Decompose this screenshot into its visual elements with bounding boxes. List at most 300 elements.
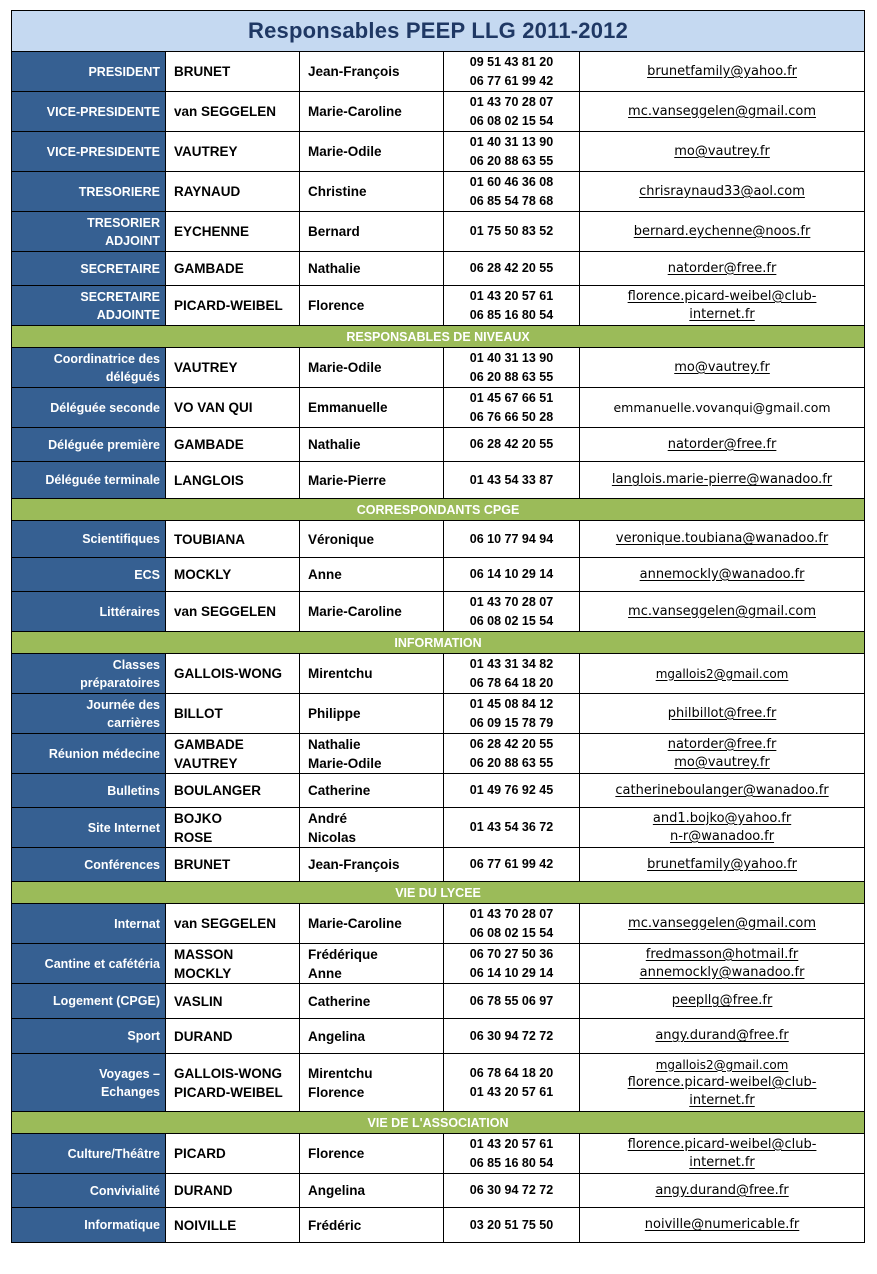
table-row [12, 1019, 865, 1054]
phone-number: 06 30 94 72 72 [469, 1183, 554, 1197]
last-name: GAMBADE [174, 736, 244, 752]
last-name: ROSE [174, 829, 213, 845]
table-row [12, 1208, 865, 1243]
first-name: Anne [308, 567, 342, 582]
phone-number: 06 30 94 72 72 [469, 1028, 554, 1043]
role-cell [12, 1134, 166, 1174]
role-label: Site Internet [87, 820, 160, 835]
email-cell [580, 1054, 865, 1112]
phone-number: 06 09 15 78 79 [469, 715, 554, 730]
table-row [12, 52, 865, 92]
phone-number: 01 43 20 57 61 [469, 288, 554, 303]
last-name: LANGLOIS [174, 472, 244, 488]
role-cell [12, 92, 166, 132]
first-name: Angelina [308, 1183, 366, 1198]
email-link[interactable]: peepllg@free.fr [671, 993, 773, 1008]
role-label: Coordinatrice des [53, 351, 160, 366]
phone-number: 01 43 70 28 07 [469, 594, 554, 609]
last-name-cell [166, 944, 300, 984]
email-link[interactable]: annemockly@wanadoo.fr [639, 566, 805, 582]
table-row [12, 774, 865, 808]
phone-number: 01 75 50 83 52 [469, 224, 554, 238]
last-name: PICARD-WEIBEL [174, 298, 283, 313]
first-name-cell [300, 1174, 444, 1208]
first-name-cell [300, 462, 444, 499]
email-cell [580, 388, 865, 428]
first-name: Nathalie [308, 261, 361, 276]
phone-number: 01 43 31 34 82 [469, 656, 554, 671]
role-cell [12, 1054, 166, 1112]
role-cell [12, 132, 166, 172]
phone-number: 01 43 70 28 07 [469, 94, 554, 109]
email-cell [580, 848, 865, 882]
email-cell [580, 1134, 865, 1174]
phone-number: 06 85 54 78 68 [469, 193, 554, 208]
email-cell [580, 944, 865, 984]
role-cell [12, 172, 166, 212]
role-label: TRESORIERE [78, 184, 160, 199]
email-cell [580, 808, 865, 848]
contacts-table-body [12, 11, 865, 1243]
email-link[interactable]: mo@vautrey.fr [674, 143, 770, 159]
last-name-cell [166, 172, 300, 212]
last-name: MASSON [174, 946, 234, 962]
first-name: Marie-Odile [308, 144, 382, 159]
phone-number: 01 45 08 84 12 [469, 696, 554, 711]
role-label: Déléguée seconde [50, 400, 160, 415]
first-name: Bernard [308, 224, 360, 239]
last-name: VAUTREY [174, 755, 238, 771]
phone-cell [444, 1208, 580, 1243]
role-label: Sport [127, 1029, 160, 1043]
email-link[interactable]: noiville@numericable.fr [644, 1217, 800, 1232]
phone-cell [444, 1054, 580, 1112]
phone-number: 01 43 20 57 61 [469, 1084, 554, 1099]
table-row [12, 348, 865, 388]
table-row [12, 252, 865, 286]
table-row [12, 694, 865, 734]
email-cell [580, 694, 865, 734]
last-name: VAUTREY [174, 360, 238, 375]
email-link[interactable]: fredmasson@hotmail.fr [645, 946, 799, 962]
email-cell [580, 52, 865, 92]
role-label: VICE-PRESIDENTE [46, 144, 160, 159]
email-link[interactable]: n-r@wanadoo.fr [669, 828, 775, 844]
last-name-cell [166, 1019, 300, 1054]
email-link[interactable]: mgallois2@gmail.com [655, 666, 789, 681]
first-name-cell [300, 1134, 444, 1174]
role-label: Voyages – [99, 1066, 160, 1081]
role-cell [12, 848, 166, 882]
first-name-cell [300, 904, 444, 944]
last-name: TOUBIANA [174, 531, 246, 547]
first-name: Nicolas [308, 829, 357, 845]
last-name: van SEGGELEN [174, 916, 277, 931]
email-cell [580, 286, 865, 326]
first-name: Florence [308, 1084, 365, 1100]
first-name-cell [300, 774, 444, 808]
phone-cell [444, 694, 580, 734]
phone-number: 09 51 43 81 20 [469, 54, 554, 69]
phone-number: 01 40 31 13 90 [469, 134, 554, 149]
phone-cell [444, 521, 580, 558]
last-name-cell [166, 462, 300, 499]
email-link[interactable]: florence.picard-weibel@club- [627, 1136, 817, 1152]
email-link[interactable]: and1.bojko@yahoo.fr [652, 810, 792, 826]
role-label: Journée des [86, 697, 160, 712]
phone-cell [444, 654, 580, 694]
first-name-cell [300, 521, 444, 558]
first-name: Jean-François [308, 857, 400, 872]
role-label: carrières [107, 715, 160, 730]
role-cell [12, 694, 166, 734]
role-label: Internat [114, 916, 160, 931]
last-name: VO VAN QUI [174, 400, 253, 415]
email-link[interactable]: natorder@free.fr [667, 260, 777, 276]
last-name: NOIVILLE [174, 1217, 237, 1233]
table-row [12, 428, 865, 462]
role-cell [12, 944, 166, 984]
table-row [12, 1054, 865, 1112]
phone-cell [444, 1174, 580, 1208]
role-label: PRESIDENT [88, 64, 160, 79]
last-name: PICARD [174, 1146, 226, 1161]
email-link[interactable]: philbillot@free.fr [667, 705, 777, 721]
section-header: INFORMATION [12, 632, 865, 654]
first-name-cell [300, 252, 444, 286]
role-cell [12, 1019, 166, 1054]
email-link[interactable]: internet.fr [689, 1154, 755, 1170]
table-row [12, 172, 865, 212]
role-cell [12, 558, 166, 592]
phone-number: 06 14 10 29 14 [469, 567, 554, 581]
role-label: Bulletins [107, 783, 160, 798]
table-row [12, 212, 865, 252]
first-name: Jean-François [308, 64, 400, 79]
first-name: Frédérique [308, 946, 378, 962]
phone-number: 01 43 20 57 61 [469, 1136, 554, 1151]
email-link[interactable]: bernard.eychenne@noos.fr [633, 223, 811, 239]
last-name-cell [166, 52, 300, 92]
role-label: SECRETAIRE [80, 261, 160, 276]
contacts-table [11, 10, 865, 1243]
phone-cell [444, 592, 580, 632]
role-label: ADJOINT [105, 233, 160, 248]
role-label: Déléguée terminale [45, 473, 160, 487]
last-name: DURAND [174, 1183, 233, 1198]
first-name: Emmanuelle [308, 400, 388, 415]
email-cell [580, 774, 865, 808]
email-link[interactable]: natorder@free.fr [667, 436, 777, 452]
role-label: VICE-PRESIDENTE [46, 104, 160, 119]
phone-number: 06 10 77 94 94 [469, 531, 554, 546]
table-row [12, 654, 865, 694]
table-row [12, 848, 865, 882]
role-label: préparatoires [80, 675, 160, 690]
section-header-row [12, 499, 865, 521]
role-label: délégués [105, 369, 160, 384]
email-link[interactable]: langlois.marie-pierre@wanadoo.fr [611, 472, 833, 487]
table-row [12, 462, 865, 499]
last-name-cell [166, 521, 300, 558]
role-cell [12, 654, 166, 694]
first-name: Nathalie [308, 437, 361, 452]
email-link[interactable]: chrisraynaud33@aol.com [639, 183, 805, 199]
table-row [12, 944, 865, 984]
section-header: VIE DU LYCEE [12, 882, 865, 904]
last-name-cell [166, 132, 300, 172]
phone-number: 01 40 31 13 90 [469, 350, 554, 365]
phone-cell [444, 1019, 580, 1054]
email-link[interactable]: natorder@free.fr [667, 736, 777, 752]
last-name-cell [166, 734, 300, 774]
first-name: Catherine [308, 993, 371, 1009]
last-name-cell [166, 654, 300, 694]
first-name: Marie-Caroline [308, 916, 402, 931]
phone-cell [444, 92, 580, 132]
email-cell [580, 252, 865, 286]
first-name-cell [300, 92, 444, 132]
table-row [12, 808, 865, 848]
last-name-cell [166, 558, 300, 592]
role-label: ADJOINTE [96, 307, 160, 322]
first-name-cell [300, 212, 444, 252]
last-name-cell [166, 252, 300, 286]
email-cell [580, 348, 865, 388]
email-link[interactable]: brunetfamily@yahoo.fr [647, 856, 797, 872]
role-cell [12, 808, 166, 848]
first-name: Catherine [308, 783, 371, 798]
first-name: Marie-Odile [308, 755, 382, 771]
first-name: André [308, 810, 348, 826]
first-name: Philippe [308, 706, 361, 721]
email-link[interactable]: mc.vanseggelen@gmail.com [628, 915, 817, 931]
first-name-cell [300, 388, 444, 428]
section-header: CORRESPONDANTS CPGE [12, 499, 865, 521]
phone-cell [444, 734, 580, 774]
email-cell [580, 734, 865, 774]
first-name-cell [300, 694, 444, 734]
role-cell [12, 252, 166, 286]
email-link[interactable]: annemockly@wanadoo.fr [639, 964, 805, 980]
email-link: emmanuelle.vovanqui@gmail.com [613, 399, 831, 415]
phone-number: 06 85 16 80 54 [469, 307, 554, 322]
role-cell [12, 592, 166, 632]
email-link[interactable]: florence.picard-weibel@club- [627, 1074, 817, 1090]
email-cell [580, 462, 865, 499]
table-row [12, 984, 865, 1019]
role-cell [12, 774, 166, 808]
role-label: Convivialité [89, 1183, 160, 1198]
section-header-row [12, 1112, 865, 1134]
last-name-cell [166, 592, 300, 632]
phone-cell [444, 428, 580, 462]
email-cell [580, 558, 865, 592]
email-link[interactable]: catherineboulanger@wanadoo.fr [615, 782, 829, 798]
first-name-cell [300, 654, 444, 694]
email-cell [580, 1019, 865, 1054]
first-name-cell [300, 428, 444, 462]
email-cell [580, 92, 865, 132]
last-name-cell [166, 1174, 300, 1208]
email-link[interactable]: mo@vautrey.fr [674, 359, 770, 375]
phone-cell [444, 774, 580, 808]
first-name-cell [300, 348, 444, 388]
phone-cell [444, 348, 580, 388]
table-row [12, 734, 865, 774]
phone-number: 01 49 76 92 45 [469, 783, 554, 797]
email-cell [580, 132, 865, 172]
role-label: TRESORIER [87, 215, 160, 230]
role-cell [12, 428, 166, 462]
role-cell [12, 1174, 166, 1208]
phone-number: 06 76 66 50 28 [469, 409, 554, 424]
role-cell [12, 388, 166, 428]
role-label: Classes [112, 657, 160, 672]
email-link[interactable]: mc.vanseggelen@gmail.com [628, 603, 817, 619]
last-name-cell [166, 848, 300, 882]
last-name-cell [166, 428, 300, 462]
phone-cell [444, 1134, 580, 1174]
role-cell [12, 734, 166, 774]
phone-cell [444, 984, 580, 1019]
phone-number: 06 20 88 63 55 [469, 755, 554, 770]
first-name-cell [300, 132, 444, 172]
email-link[interactable]: mc.vanseggelen@gmail.com [628, 103, 817, 119]
section-header-row [12, 326, 865, 348]
section-header: VIE DE L'ASSOCIATION [12, 1112, 865, 1134]
first-name-cell [300, 944, 444, 984]
first-name-cell [300, 592, 444, 632]
role-cell [12, 52, 166, 92]
table-row [12, 286, 865, 326]
last-name: EYCHENNE [174, 224, 250, 239]
role-label: Echanges [100, 1084, 160, 1099]
phone-number: 06 77 61 99 42 [469, 73, 554, 88]
phone-number: 01 45 67 66 51 [469, 390, 554, 405]
title-row [12, 11, 865, 52]
phone-cell [444, 252, 580, 286]
last-name: GAMBADE [174, 261, 244, 276]
email-link[interactable]: angy.durand@free.fr [655, 1182, 789, 1198]
last-name-cell [166, 774, 300, 808]
table-row [12, 388, 865, 428]
page-title: Responsables PEEP LLG 2011-2012 [12, 11, 865, 52]
phone-cell [444, 172, 580, 212]
first-name: Florence [308, 298, 365, 313]
first-name-cell [300, 984, 444, 1019]
last-name: van SEGGELEN [174, 104, 277, 119]
first-name-cell [300, 172, 444, 212]
phone-number: 06 78 64 18 20 [469, 1065, 554, 1080]
role-cell [12, 984, 166, 1019]
email-cell [580, 592, 865, 632]
phone-number: 06 78 55 06 97 [469, 993, 554, 1008]
phone-number: 06 85 16 80 54 [469, 1155, 554, 1170]
first-name: Marie-Odile [308, 360, 382, 375]
role-cell [12, 1208, 166, 1243]
phone-number: 06 70 27 50 36 [469, 946, 554, 961]
table-row [12, 1134, 865, 1174]
phone-cell [444, 286, 580, 326]
first-name: Angelina [308, 1028, 366, 1044]
email-cell [580, 172, 865, 212]
last-name: MOCKLY [174, 567, 232, 582]
first-name: Mirentchu [308, 666, 373, 681]
last-name: BILLOT [174, 706, 223, 721]
email-link[interactable]: mo@vautrey.fr [674, 754, 770, 770]
last-name-cell [166, 694, 300, 734]
last-name: GALLOIS-WONG [174, 666, 282, 681]
last-name-cell [166, 1134, 300, 1174]
phone-number: 06 78 64 18 20 [469, 675, 554, 690]
table-row [12, 521, 865, 558]
email-cell [580, 654, 865, 694]
email-link[interactable]: angy.durand@free.fr [655, 1028, 789, 1043]
first-name: Nathalie [308, 736, 361, 752]
table-row [12, 904, 865, 944]
first-name-cell [300, 558, 444, 592]
first-name: Christine [308, 184, 367, 199]
phone-cell [444, 52, 580, 92]
role-label: Déléguée première [48, 437, 160, 452]
phone-cell [444, 944, 580, 984]
last-name-cell [166, 984, 300, 1019]
last-name: VASLIN [174, 993, 223, 1009]
role-cell [12, 348, 166, 388]
phone-number: 06 28 42 20 55 [469, 736, 554, 751]
last-name-cell [166, 1054, 300, 1112]
phone-number: 06 28 42 20 55 [469, 437, 554, 451]
phone-cell [444, 462, 580, 499]
first-name: Frédéric [308, 1217, 362, 1233]
last-name-cell [166, 212, 300, 252]
role-label: Réunion médecine [48, 746, 160, 761]
email-link[interactable]: veronique.toubiana@wanadoo.fr [615, 531, 829, 546]
first-name: Mirentchu [308, 1065, 373, 1081]
phone-cell [444, 904, 580, 944]
table-row [12, 592, 865, 632]
role-label: Logement (CPGE) [53, 994, 160, 1008]
phone-number: 06 77 61 99 42 [469, 857, 554, 871]
section-header-row [12, 632, 865, 654]
first-name-cell [300, 848, 444, 882]
last-name-cell [166, 388, 300, 428]
first-name: Marie-Caroline [308, 604, 402, 619]
last-name-cell [166, 904, 300, 944]
phone-number: 01 43 70 28 07 [469, 906, 554, 921]
email-link[interactable]: mgallois2@gmail.com [655, 1057, 789, 1072]
phone-number: 06 20 88 63 55 [469, 369, 554, 384]
last-name: van SEGGELEN [174, 604, 277, 619]
role-label: Conférences [84, 857, 160, 872]
first-name-cell [300, 286, 444, 326]
last-name: RAYNAUD [174, 184, 241, 199]
email-link[interactable]: florence.picard-weibel@club- [627, 288, 817, 304]
last-name-cell [166, 92, 300, 132]
table-row [12, 132, 865, 172]
phone-cell [444, 848, 580, 882]
table-row [12, 1174, 865, 1208]
email-link[interactable]: brunetfamily@yahoo.fr [647, 63, 797, 79]
first-name-cell [300, 808, 444, 848]
first-name-cell [300, 1019, 444, 1054]
role-cell [12, 521, 166, 558]
section-header: RESPONSABLES DE NIVEAUX [12, 326, 865, 348]
email-link[interactable]: internet.fr [689, 1092, 755, 1108]
email-link[interactable]: internet.fr [689, 306, 755, 322]
last-name: DURAND [174, 1028, 233, 1044]
